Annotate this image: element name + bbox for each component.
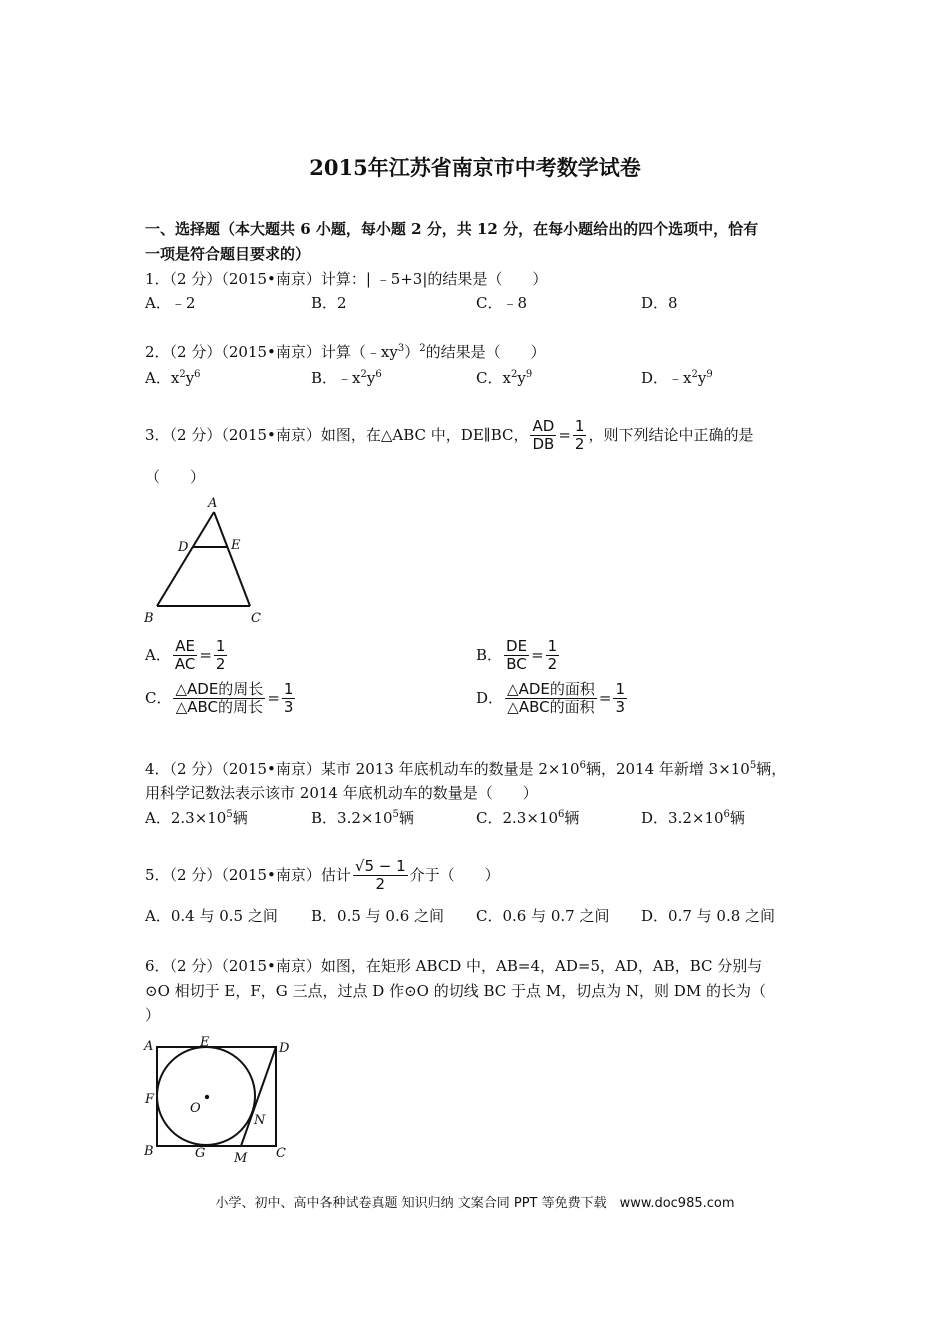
q4-b-exp: 5 xyxy=(392,809,399,820)
q2-c-base1: x xyxy=(502,369,511,387)
page-footer: 小学、初中、高中各种试卷真题 知识归纳 文案合同 PPT 等免费下载 www.doc985.com xyxy=(215,1196,735,1211)
q4-exp1: 6 xyxy=(579,760,586,771)
q1-option-c: C．﹣8 xyxy=(476,294,528,312)
q4-line1-b: 辆，2014 年新增 3×10 xyxy=(585,760,750,778)
q4-option-a xyxy=(145,807,248,828)
q6-label-m: M xyxy=(234,1151,248,1166)
q3-option-d: D． $\frac{\text{△ADE的面积}}{\text{△ABC的面积}}$ = $\frac{1}{3}$ xyxy=(476,680,625,717)
q3-a-rn: 1 xyxy=(215,637,226,655)
q4-line1-a: 4．（2 分）（2015•南京）某市 2013 年底机动车的数量是 2×10 xyxy=(145,760,580,778)
q3-b-rn: 1 xyxy=(547,637,558,655)
q2-option-b xyxy=(311,367,382,388)
q3-option-a: A． $\frac{AE}{AC}$ = $\frac{1}{2}$ xyxy=(145,637,226,674)
question-2-stem xyxy=(145,341,546,362)
q3-a-label: A． xyxy=(145,645,171,664)
q3-d-label: D． xyxy=(476,688,504,707)
question-1-stem: 1．（2 分）（2015•南京）计算：| ﹣5+3|的结果是（ ） xyxy=(145,270,548,288)
q2-option-d xyxy=(641,367,713,388)
q2-c-exp2: 9 xyxy=(525,369,533,380)
q2-d-base2: y xyxy=(697,369,707,387)
q2-exp1: 3 xyxy=(397,343,405,354)
q6-label-b: B xyxy=(144,1144,154,1159)
q4-c-unit: 辆 xyxy=(564,809,580,827)
q2-c-exp1: 2 xyxy=(510,369,518,380)
q3-a-num: AE xyxy=(173,638,197,656)
page-title: 2015年江苏省南京市中考数学试卷 xyxy=(309,155,641,180)
q6-label-o: O xyxy=(190,1101,201,1116)
q2-stem-prefix: 2．（2 分）（2015•南京）计算（﹣xy xyxy=(145,343,398,361)
q3-side-ac xyxy=(214,512,250,606)
q6-label-e: E xyxy=(200,1035,210,1050)
question-6-line3: ） xyxy=(145,1006,161,1024)
q2-a-base2: y xyxy=(185,369,195,387)
q2-stem-mid: ） xyxy=(404,343,420,361)
q6-tangent-dm xyxy=(241,1047,276,1146)
q2-d-label: D． xyxy=(641,369,669,387)
q2-b-exp2: 6 xyxy=(375,369,382,380)
q6-label-g: G xyxy=(195,1146,206,1161)
q6-label-f: F xyxy=(145,1092,155,1107)
q5-frac-num: √5 − 1 xyxy=(354,857,406,875)
q1-option-b: B．2 xyxy=(311,294,347,312)
q3-b-ratio xyxy=(546,638,560,674)
q3-c-ratio xyxy=(282,681,296,717)
q4-b-unit: 辆 xyxy=(398,809,414,827)
q4-option-d xyxy=(641,807,745,828)
q3-b-den: BC xyxy=(506,655,527,674)
q3-d-ratio xyxy=(613,681,627,717)
q3-option-b: B． $\frac{DE}{BC}$ = $\frac{1}{2}$ xyxy=(476,637,558,674)
question-6-line2: ⊙O 相切于 E，F，G 三点，过点 D 作⊙O 的切线 BC 于点 M，切点为 N，则 DM 的长为（ xyxy=(145,982,766,1000)
q3-stem-suffix: ，则下列结论中正确的是 xyxy=(588,425,754,444)
q1-option-d: D．8 xyxy=(641,294,678,312)
q3-a-fraction xyxy=(173,638,197,674)
q3-b-label: B． xyxy=(476,645,503,664)
q4-exp2: 5 xyxy=(749,760,757,771)
question-4-line1 xyxy=(145,758,786,779)
q2-a-label: A． xyxy=(145,369,171,387)
q4-d-label: D．3.2×10 xyxy=(641,809,724,827)
q2-b-base2: y xyxy=(366,369,376,387)
q2-a-base1: x xyxy=(170,369,180,387)
q4-a-exp: 5 xyxy=(226,809,233,820)
q3-d-rd: 3 xyxy=(615,698,625,717)
q2-d-base1: ﹣x xyxy=(668,369,692,387)
q4-b-label: B．3.2×10 xyxy=(311,809,393,827)
q3-stem-prefix: 3．（2 分）（2015•南京）如图，在△ABC 中，DE∥BC， xyxy=(145,425,529,444)
q6-label-n: N xyxy=(254,1113,266,1128)
section-heading-line2: 一项是符合题目要求的） xyxy=(145,245,311,263)
q2-b-base1: ﹣x xyxy=(337,369,361,387)
q3-side-ab xyxy=(157,512,214,606)
q3-stem-fraction-ad-db xyxy=(530,418,556,454)
q6-rectangle-circle-figure xyxy=(140,1032,310,1168)
q4-c-label: C．2.3×10 xyxy=(476,809,558,827)
q2-a-exp2: 6 xyxy=(194,369,201,380)
q5-stem-prefix: 5．（2 分）（2015•南京）估计 xyxy=(145,865,351,884)
question-6-line1: 6．（2 分）（2015•南京）如图，在矩形 ABCD 中，AB=4，AD=5，AD，AB，BC 分别与 xyxy=(145,957,763,975)
q4-d-unit: 辆 xyxy=(729,809,745,827)
q4-a-unit: 辆 xyxy=(232,809,248,827)
q3-label-b: B xyxy=(144,611,154,626)
q3-b-fraction xyxy=(504,638,529,674)
q2-c-label: C． xyxy=(476,369,503,387)
q5-option-c: C．0.6 与 0.7 之间 xyxy=(476,907,610,925)
q3-eq-num: 1 xyxy=(574,417,585,435)
q6-label-a: A xyxy=(144,1039,154,1054)
q3-frac-num: AD xyxy=(530,418,556,436)
q4-line1-c: 辆， xyxy=(756,760,787,778)
q2-c-base2: y xyxy=(517,369,526,387)
q4-a-label: A．2.3×10 xyxy=(145,809,227,827)
q3-option-c: C． $\frac{\text{△ADE的周长}}{\text{△ABC的周长}}$ = $\frac{1}{3}$ xyxy=(145,680,294,717)
q4-c-exp: 6 xyxy=(558,809,565,820)
q4-option-b xyxy=(311,807,414,828)
q3-b-rd: 2 xyxy=(547,655,558,674)
q5-stem-fraction xyxy=(353,858,408,894)
q3-a-rd: 2 xyxy=(215,655,226,674)
question-4-line2: 用科学记数法表示该市 2014 年底机动车的数量是（ ） xyxy=(145,784,538,802)
q2-stem-suffix: 的结果是（ ） xyxy=(425,343,546,361)
q5-option-a: A．0.4 与 0.5 之间 xyxy=(145,907,278,925)
section-heading-line1: 一、选择题（本大题共 6 小题，每小题 2 分，共 12 分，在每小题给出的四个选项中，恰有 xyxy=(145,220,759,238)
q6-center-dot xyxy=(205,1095,209,1099)
q5-option-b: B．0.5 与 0.6 之间 xyxy=(311,907,445,925)
q3-b-num: DE xyxy=(506,637,528,655)
q3-c-label: C． xyxy=(145,688,172,707)
q4-d-exp: 6 xyxy=(723,809,730,820)
q3-label-a: A xyxy=(208,496,218,511)
q3-stem-fraction-half xyxy=(573,418,587,454)
q3-label-c: C xyxy=(251,611,261,626)
q2-exp2: 2 xyxy=(419,343,426,354)
q3-frac-den: DB xyxy=(532,435,555,454)
q6-label-c: C xyxy=(276,1146,286,1161)
q2-option-a xyxy=(145,367,201,388)
q3-label-d: D xyxy=(178,540,189,555)
q3-d-rn: 1 xyxy=(615,680,625,698)
q2-b-label: B． xyxy=(311,369,338,387)
q3-c-rn: 1 xyxy=(283,680,294,698)
q3-c-rd: 3 xyxy=(283,698,294,717)
q1-option-a: A．﹣2 xyxy=(145,294,196,312)
q3-c-den: △ABC的周长 xyxy=(175,698,264,717)
q4-option-c xyxy=(476,807,579,828)
q3-c-num: △ADE的周长 xyxy=(175,680,264,698)
q3-d-num: △ADE的面积 xyxy=(507,680,595,698)
q2-d-exp1: 2 xyxy=(691,369,698,380)
q3-d-den: △ABC的面积 xyxy=(507,698,595,717)
q2-a-exp1: 2 xyxy=(179,369,186,380)
q3-c-fraction xyxy=(173,681,265,717)
q5-stem-suffix: 介于（ ） xyxy=(409,865,500,884)
q5-option-d: D．0.7 与 0.8 之间 xyxy=(641,907,776,925)
q3-d-fraction xyxy=(505,681,597,717)
q2-b-exp1: 2 xyxy=(360,369,367,380)
q5-frac-den: 2 xyxy=(375,875,386,894)
q3-paren: （ ） xyxy=(145,468,206,486)
question-5-stem xyxy=(145,858,500,894)
q3-triangle-figure xyxy=(140,494,280,630)
q2-d-exp2: 9 xyxy=(706,369,713,380)
question-3-stem: 3．（2 分）（2015•南京）如图，在△ABC 中，DE∥BC， $\frac{AD}{DB}$ = $\frac{1}{2}$ ，则下列结论中正确的是 xyxy=(145,417,754,454)
q2-option-c xyxy=(476,367,532,388)
q3-label-e: E xyxy=(231,538,241,553)
q3-a-den: AC xyxy=(174,655,196,674)
q3-eq-den: 2 xyxy=(574,435,585,454)
q6-label-d: D xyxy=(279,1041,290,1056)
q3-a-ratio xyxy=(214,638,228,674)
